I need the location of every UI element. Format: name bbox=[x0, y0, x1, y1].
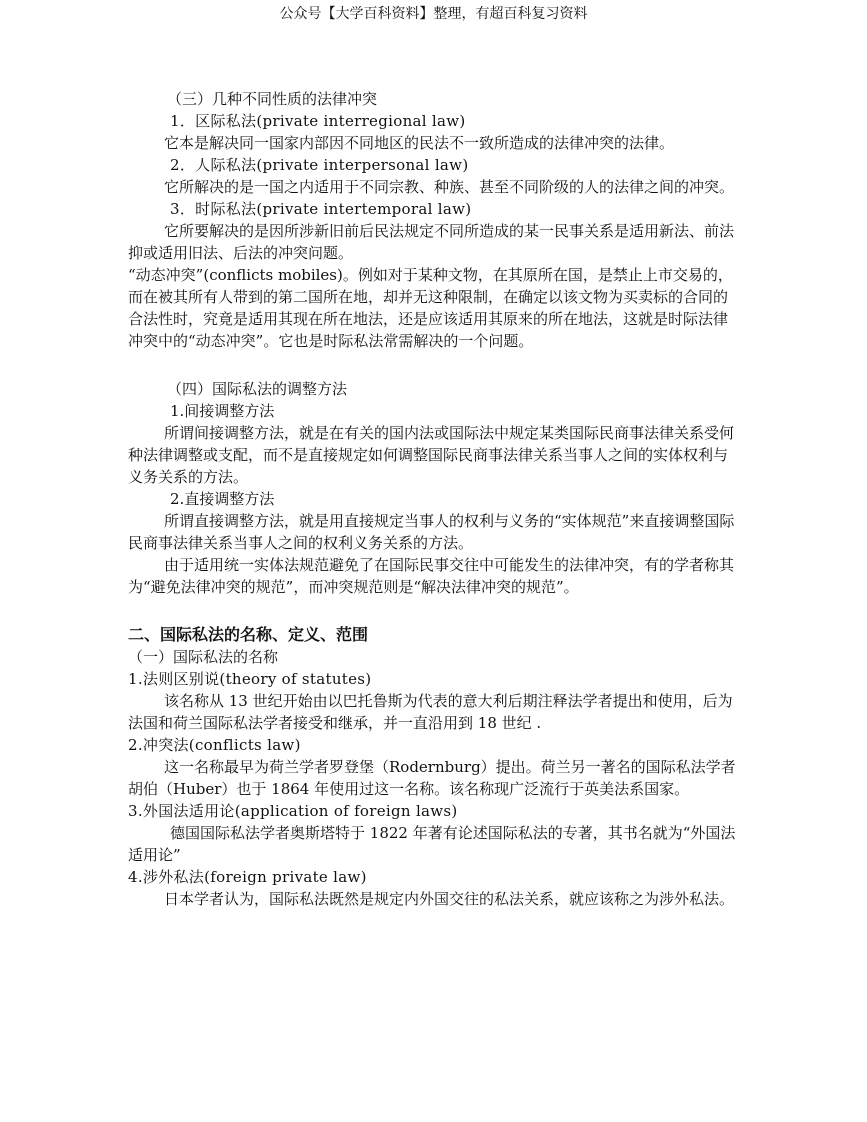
item1-title: 1．区际私法(private interregional law) bbox=[170, 112, 466, 130]
method1-title: 1.间接调整方法 bbox=[170, 402, 275, 420]
name4-text: 日本学者认为，国际私法既然是规定内外国交往的私法关系，就应该称之为涉外私法。 bbox=[164, 890, 735, 908]
section3-title: （三）几种不同性质的法律冲突 bbox=[167, 90, 378, 108]
document-body bbox=[128, 88, 741, 910]
name1-title: 1.法则区别说(theory of statutes) bbox=[128, 670, 372, 688]
section4-title: （四）国际私法的调整方法 bbox=[167, 380, 348, 398]
part2-heading: 二、国际私法的名称、定义、范围 bbox=[128, 625, 369, 644]
name2-title: 2.冲突法(conflicts law) bbox=[128, 736, 301, 754]
method2-title: 2.直接调整方法 bbox=[170, 490, 275, 508]
item3-title: 3．时际私法(private intertemporal law) bbox=[170, 200, 472, 218]
name3-title: 3.外国法适用论(application of foreign laws) bbox=[128, 802, 458, 820]
spacer bbox=[128, 598, 741, 624]
item3-text-dynamic-conflict: “动态冲突”(conflicts mobiles)。例如对于某种文物，在其原所在国，是禁止上市交易的，而在被其所有人带到的第二国所在地，却并无这种限制，在确定以该文物为买卖标的合同的合法性时，究竟是适用其现在所在地法，还是应该适用其原来的所在地法，这就是时际法律冲突中的“动态冲突”。它也是时际私法常需解决的一个问题。 bbox=[128, 266, 733, 350]
item2-text: 它所解决的是一国之内适用于不同宗教、种族、甚至不同阶级的人的法律之间的冲突。 bbox=[164, 178, 735, 196]
name1-text: 该名称从 13 世纪开始由以巴托鲁斯为代表的意大利后期注释法学者提出和使用，后为法国和荷兰国际私法学者接受和继承，并一直沿用到 18 世纪 . bbox=[128, 692, 733, 732]
name4-title: 4.涉外私法(foreign private law) bbox=[128, 868, 367, 886]
item2-title: 2．人际私法(private interpersonal law) bbox=[170, 156, 469, 174]
method2-text: 所谓直接调整方法，就是用直接规定当事人的权利与义务的“实体规范”来直接调整国际民商事法律关系当事人之间的权利义务关系的方法。 bbox=[128, 512, 735, 552]
item1-text: 它本是解决同一国家内部因不同地区的民法不一致所造成的法律冲突的法律。 bbox=[164, 134, 675, 152]
spacer bbox=[128, 352, 741, 378]
item3-text: 它所要解决的是因所涉新旧前后民法规定不同所造成的某一民事关系是适用新法、前法抑或适用旧法、后法的冲突问题。 bbox=[128, 222, 735, 262]
method2-text-2: 由于适用统一实体法规范避免了在国际民事交往中可能发生的法律冲突，有的学者称其为“避免法律冲突的规范”，而冲突规范则是“解决法律冲突的规范”。 bbox=[128, 556, 735, 596]
name3-text: 德国国际私法学者奥斯塔特于 1822 年著有论述国际私法的专著，其书名就为“外国法适用论” bbox=[128, 824, 736, 864]
part2-sub1: （一）国际私法的名称 bbox=[128, 648, 279, 666]
name2-text: 这一名称最早为荷兰学者罗登堡（Rodernburg）提出。荷兰另一著名的国际私法学者胡伯（Huber）也于 1864 年使用过这一名称。该名称现广泛流行于英美法系国家。 bbox=[128, 758, 736, 798]
page-header: 公众号【大学百科资料】整理，有超百科复习资料 bbox=[279, 6, 588, 22]
method1-text: 所谓间接调整方法，就是在有关的国内法或国际法中规定某类国际民商事法律关系受何种法律调整或支配，而不是直接规定如何调整国际民商事法律关系当事人之间的实体权利与义务关系的方法。 bbox=[128, 424, 735, 486]
